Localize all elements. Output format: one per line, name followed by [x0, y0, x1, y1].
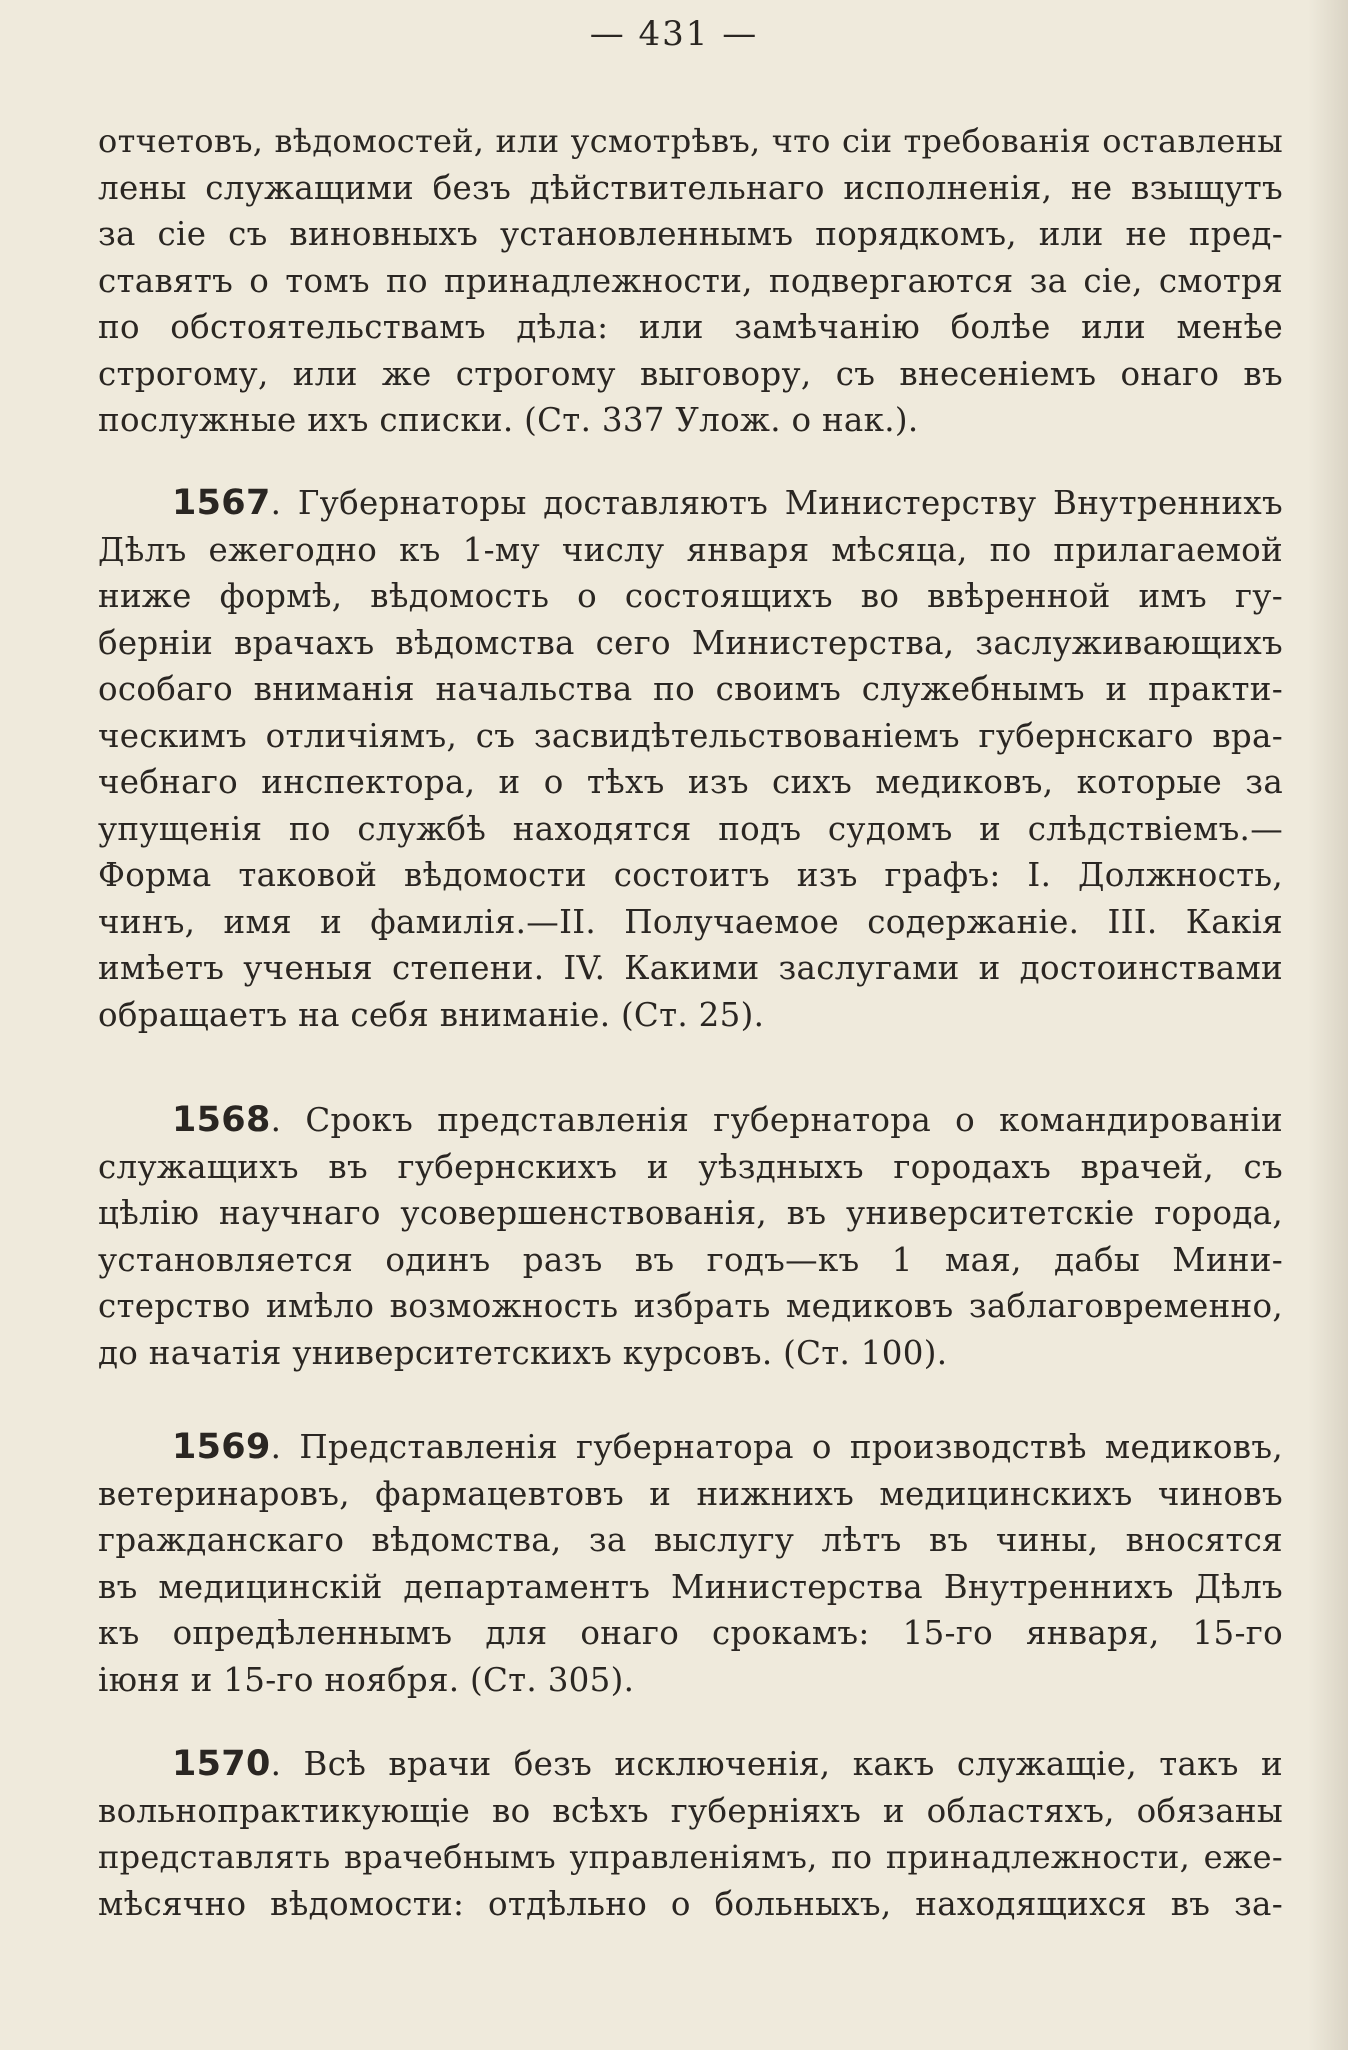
text-line: въ медицинскій департаментъ Министерства Внутреннихъ Дѣлъ [98, 1567, 1283, 1606]
page-number: — 431 — [589, 14, 759, 54]
text-line: представлять врачебнымъ управленіямъ, по принадлежности, еже- [98, 1838, 1283, 1876]
text-line: отчетовъ, вѣдомостей, или усмотрѣвъ, что сіи требованія оставлены [98, 122, 1283, 160]
text-line: гражданскаго вѣдомства, за выслугу лѣтъ въ чины, вносятся [98, 1521, 1283, 1559]
continuation-paragraph [98, 118, 1283, 444]
article-number: 1570 [172, 1744, 271, 1784]
article-1567 [98, 480, 1283, 1038]
text-line: ниже формѣ, вѣдомость о состоящихъ во ввѣренной имъ гу- [98, 577, 1283, 615]
text-line: строгому, или же строгому выговору, съ внесеніемъ онаго въ [98, 354, 1283, 393]
text-line: іюня и 15-го ноября. (Ст. 305). [98, 1660, 635, 1699]
text-line: обращаетъ на себя вниманіе. (Ст. 25). [98, 995, 765, 1034]
text-line: установляется одинъ разъ въ годъ—къ 1 мая, дабы Мини- [98, 1240, 1283, 1279]
text-line: до начатія университетскихъ курсовъ. (Ст. 100). [98, 1333, 948, 1372]
article-number: 1569 [172, 1427, 271, 1467]
text-line: ческимъ отличіямъ, съ засвидѣтельствованіемъ губернскаго вра- [98, 716, 1283, 755]
text-line: берніи врачахъ вѣдомства сего Министерства, заслуживающихъ [98, 623, 1283, 662]
article-first-line [98, 1424, 1283, 1471]
text-line: упущенія по службѣ находятся подъ судомъ и слѣдствіемъ.— [98, 809, 1283, 848]
article-first-line [98, 1097, 1283, 1144]
article-lead-text: . Губернаторы доставляютъ Министерству Внутреннихъ [270, 484, 1283, 522]
article-first-line [98, 480, 1283, 527]
article-number: 1568 [172, 1100, 271, 1140]
page-edge-shadow [1308, 0, 1348, 2050]
article-lead-text: . Представленія губернатора о производствѣ медиковъ, [270, 1428, 1283, 1466]
text-line: имѣетъ ученыя степени. IV. Какими заслугами и достоинствами [98, 949, 1283, 987]
text-line: чинъ, имя и фамилія.—II. Получаемое содержаніе. III. Какія [98, 902, 1283, 941]
text-line: лены служащими безъ дѣйствительнаго исполненія, не взыщутъ [98, 168, 1283, 207]
text-line: Дѣлъ ежегодно къ 1-му числу января мѣсяца, по прилагаемой [98, 530, 1283, 569]
article-1569 [98, 1424, 1283, 1703]
text-line: Форма таковой вѣдомости состоитъ изъ графъ: I. Должность, [98, 856, 1283, 894]
text-line: по обстоятельствамъ дѣла: или замѣчанію болѣе или менѣе [98, 308, 1283, 346]
text-line: стерство имѣло возможность избрать медиковъ заблаговременно, [98, 1287, 1283, 1325]
text-line: ветеринаровъ, фармацевтовъ и нижнихъ медицинскихъ чиновъ [98, 1474, 1283, 1513]
text-line: цѣлію научнаго усовершенствованія, въ университетскіе города, [98, 1194, 1283, 1232]
article-number: 1567 [172, 483, 271, 523]
text-line: вольнопрактикующіе во всѣхъ губерніяхъ и областяхъ, обязаны [98, 1791, 1283, 1830]
text-line: особаго вниманія начальства по своимъ служебнымъ и практи- [98, 670, 1283, 708]
text-line: чебнаго инспектора, и о тѣхъ изъ сихъ медиковъ, которые за [98, 763, 1283, 801]
text-line: ставятъ о томъ по принадлежности, подвергаются за сіе, смотря [98, 261, 1283, 300]
text-line: послужные ихъ списки. (Ст. 337 Улож. о нак.). [98, 401, 919, 439]
article-first-line [98, 1741, 1283, 1788]
article-lead-text: . Всѣ врачи безъ исключенія, какъ служащіе, такъ и [270, 1745, 1283, 1783]
text-line: служащихъ въ губернскихъ и уѣздныхъ городахъ врачей, съ [98, 1147, 1283, 1186]
text-line: за сіе съ виновныхъ установленнымъ порядкомъ, или не пред- [98, 215, 1283, 253]
article-lead-text: . Срокъ представленія губернатора о командированіи [270, 1101, 1283, 1139]
article-1568 [98, 1097, 1283, 1376]
text-line: къ опредѣленнымъ для онаго срокамъ: 15-го января, 15-го [98, 1614, 1283, 1652]
text-line: мѣсячно вѣдомости: отдѣльно о больныхъ, находящихся въ за- [98, 1884, 1283, 1923]
article-1570 [98, 1741, 1283, 1927]
